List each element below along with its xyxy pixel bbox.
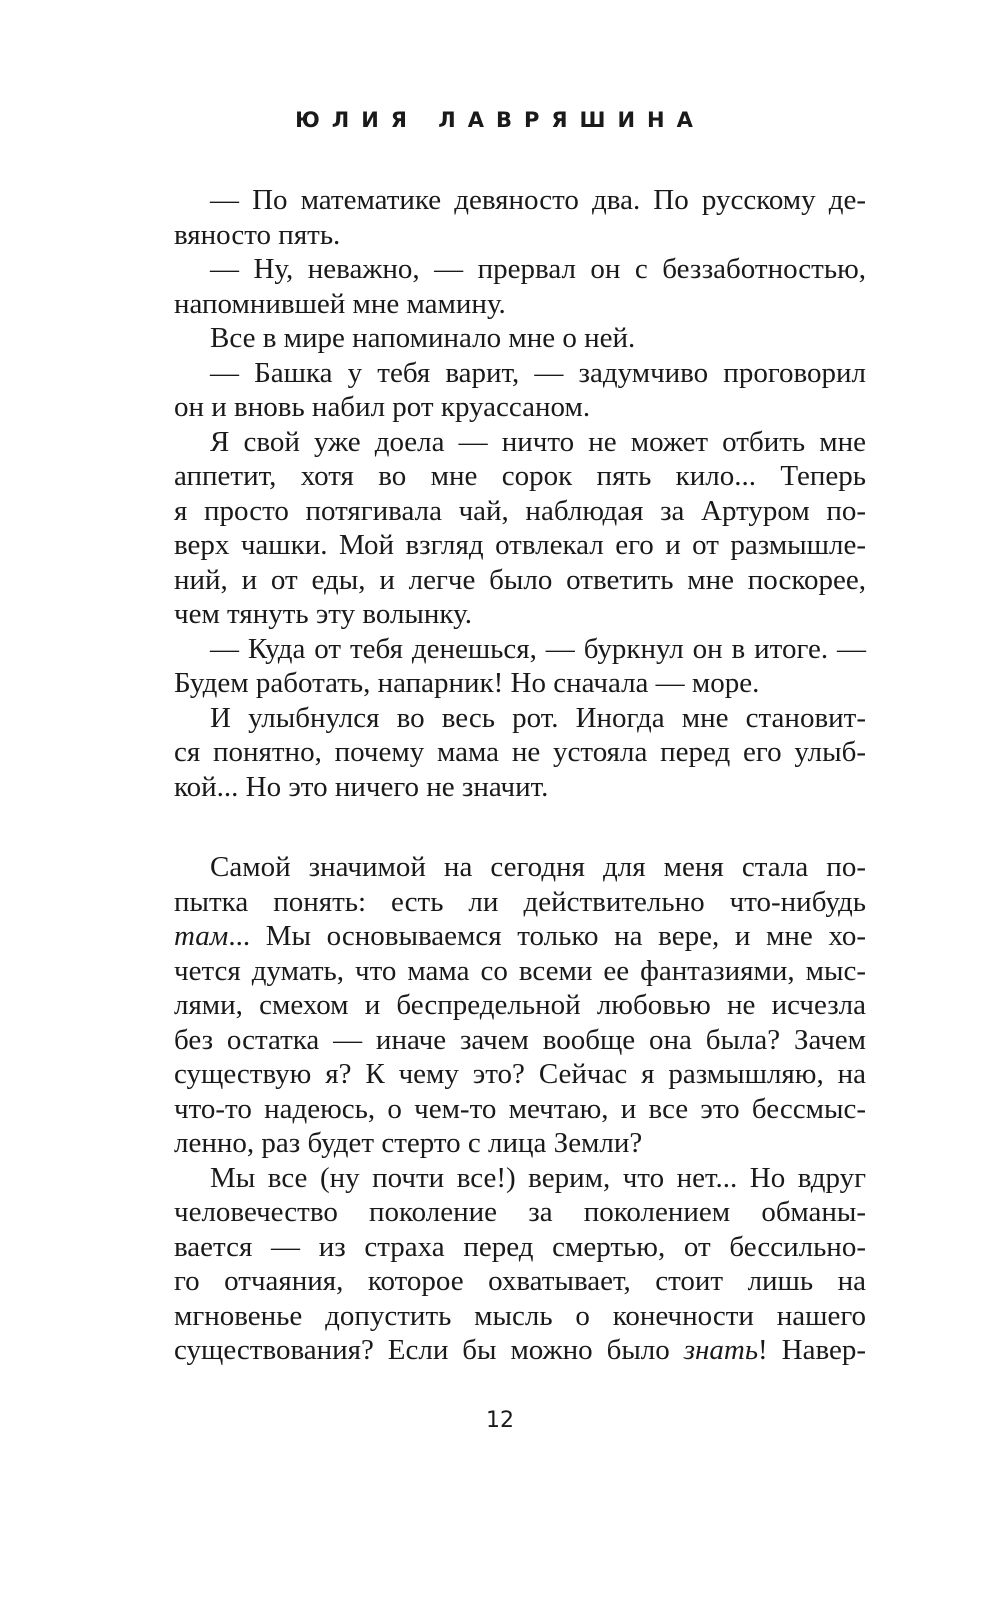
text-line: чем тянуть эту волынку. (174, 598, 472, 630)
text-line: го отчаяния, которое охватывает, стоит лишь на (174, 1265, 866, 1297)
text-line (174, 1333, 866, 1368)
text-line: пытка понять: есть ли действительно что-нибудь (174, 885, 866, 918)
text-line: мгновенье допустить мысль о конечности нашего (174, 1299, 866, 1332)
text-line: без остатка — иначе зачем вообще она была? Зачем (174, 1023, 866, 1056)
text-line (174, 919, 866, 954)
text-fragment: существования? Если бы можно было (174, 1334, 684, 1366)
section-2 (174, 850, 866, 1368)
text-line: — Куда от тебя денешься, — буркнул он в итоге. — (210, 632, 866, 665)
text-fragment: ... Мы основываемся только на вере, и мне хо- (228, 920, 866, 952)
text-line: — Ну, неважно, — прервал он с беззаботностью, (210, 253, 866, 285)
text-line: ся понятно, почему мама не устояла перед его улыб- (174, 736, 866, 768)
text-line: верх чашки. Мой взгляд отвлекал его и от размышле- (174, 529, 866, 561)
text-line: аппетит, хотя во мне сорок пять кило... Теперь (174, 460, 866, 492)
text-line: — По математике девяносто два. По русскому де- (210, 184, 866, 216)
text-line: лями, смехом и беспредельной любовью не исчезла (174, 989, 866, 1021)
text-line: ленно, раз будет стерто с лица Земли? (174, 1127, 643, 1159)
text-line: Я свой уже доела — ничто не может отбить мне (210, 425, 866, 458)
text-line: что-то надеюсь, о чем-то мечтаю, и все это бессмыс- (174, 1092, 866, 1125)
text-line: ний, и от еды, и легче было ответить мне поскорее, (174, 563, 866, 596)
text-line: чется думать, что мама со всеми ее фантазиями, мыс- (174, 954, 866, 987)
text-line: существую я? К чему это? Сейчас я размышляю, на (174, 1058, 866, 1090)
italic-word: там (174, 920, 229, 952)
text-fragment: ! Навер- (758, 1334, 866, 1366)
text-line: человечество поколение за поколением обманы- (174, 1196, 866, 1228)
text-line: кой... Но это ничего не значит. (174, 770, 549, 803)
page-number: 12 (486, 1408, 514, 1433)
text-line: Самой значимой на сегодня для меня стала по- (210, 851, 866, 883)
text-line: я просто потягивала чай, наблюдая за Артуром по- (174, 494, 866, 527)
text-line: Будем работать, напарник! Но сначала — море. (174, 667, 760, 699)
text-line: он и вновь набил рот круассаном. (174, 391, 591, 423)
text-line: вяносто пять. (174, 218, 341, 251)
text-line: вается — из страха перед смертью, от бессильно- (174, 1230, 866, 1263)
text-line: И улыбнулся во весь рот. Иногда мне становит- (210, 701, 866, 734)
text-line: напомнившей мне мамину. (174, 287, 506, 320)
text-line: Все в мире напоминало мне о ней. (210, 322, 636, 354)
section-1 (174, 183, 866, 804)
italic-word: знать (683, 1334, 759, 1366)
text-line: Мы все (ну почти все!) верим, что нет... Но вдруг (210, 1161, 866, 1194)
text-line: — Башка у тебя варит, — задумчиво проговорил (210, 356, 866, 389)
running-head: ЮЛИЯ ЛАВРЯШИНА (295, 108, 705, 132)
